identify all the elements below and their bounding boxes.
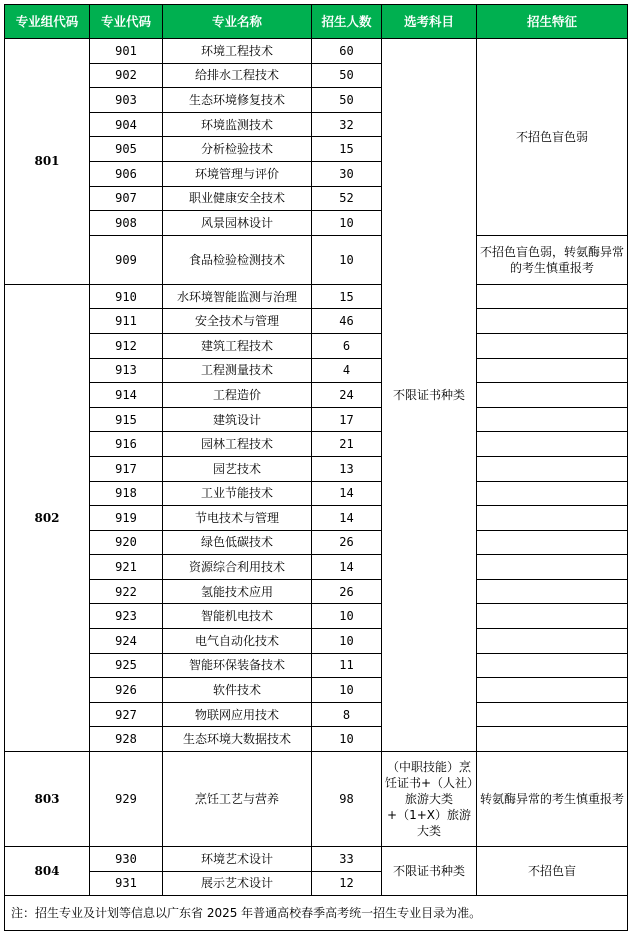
major-name-cell: 软件技术 <box>163 678 312 703</box>
enrollment-cell: 14 <box>312 506 382 531</box>
enrollment-cell: 15 <box>312 284 382 309</box>
enrollment-cell: 4 <box>312 358 382 383</box>
major-code-cell: 923 <box>90 604 163 629</box>
table-row <box>5 752 628 847</box>
features-cell-empty <box>477 678 628 703</box>
enrollment-cell: 13 <box>312 456 382 481</box>
enrollment-cell: 26 <box>312 530 382 555</box>
table-row <box>5 432 628 457</box>
major-code-cell: 924 <box>90 629 163 654</box>
table-row <box>5 847 628 872</box>
major-name-cell: 环境监测技术 <box>163 112 312 137</box>
major-name-cell: 物联网应用技术 <box>163 702 312 727</box>
features-cell: 不招色盲色弱 <box>477 39 628 236</box>
major-code-cell: 901 <box>90 39 163 64</box>
footer-note: 注：招生专业及计划等信息以广东省 2025 年普通高校春季高考统一招生专业目录为准。 <box>5 896 628 931</box>
features-cell: 不招色盲 <box>477 847 628 896</box>
enrollment-cell: 14 <box>312 481 382 506</box>
features-cell-empty <box>477 629 628 654</box>
enrollment-cell: 10 <box>312 604 382 629</box>
features-cell-empty <box>477 309 628 334</box>
enrollment-cell: 8 <box>312 702 382 727</box>
major-code-cell: 910 <box>90 284 163 309</box>
major-code-cell: 926 <box>90 678 163 703</box>
table-row <box>5 284 628 309</box>
subjects-cell: 不限证书种类 <box>382 847 477 896</box>
enrollment-cell: 50 <box>312 63 382 88</box>
major-code-cell: 913 <box>90 358 163 383</box>
table-row <box>5 456 628 481</box>
enrollment-cell: 10 <box>312 678 382 703</box>
enrollment-cell: 33 <box>312 847 382 872</box>
table-row <box>5 358 628 383</box>
header-subjects: 选考科目 <box>382 5 477 39</box>
major-name-cell: 环境艺术设计 <box>163 847 312 872</box>
major-name-cell: 给排水工程技术 <box>163 63 312 88</box>
footer-row <box>5 896 628 931</box>
major-name-cell: 氢能技术应用 <box>163 579 312 604</box>
major-name-cell: 节电技术与管理 <box>163 506 312 531</box>
table-row <box>5 530 628 555</box>
table-row <box>5 481 628 506</box>
group-code-cell: 803 <box>5 752 90 847</box>
major-name-cell: 职业健康安全技术 <box>163 186 312 211</box>
features-cell: 转氨酶异常的考生慎重报考 <box>477 752 628 847</box>
group-code-cell: 804 <box>5 847 90 896</box>
enrollment-cell: 12 <box>312 871 382 896</box>
major-code-cell: 930 <box>90 847 163 872</box>
major-name-cell: 食品检验检测技术 <box>163 235 312 284</box>
major-code-cell: 912 <box>90 333 163 358</box>
enrollment-cell: 98 <box>312 752 382 847</box>
features-cell-empty <box>477 506 628 531</box>
header-major-name: 专业名称 <box>163 5 312 39</box>
features-cell-empty <box>477 702 628 727</box>
major-name-cell: 工业节能技术 <box>163 481 312 506</box>
enrollment-cell: 30 <box>312 161 382 186</box>
major-name-cell: 绿色低碳技术 <box>163 530 312 555</box>
major-name-cell: 智能环保装备技术 <box>163 653 312 678</box>
features-cell-empty <box>477 383 628 408</box>
major-name-cell: 环境管理与评价 <box>163 161 312 186</box>
features-cell-empty <box>477 456 628 481</box>
major-name-cell: 烹饪工艺与营养 <box>163 752 312 847</box>
enrollment-cell: 32 <box>312 112 382 137</box>
table-row <box>5 579 628 604</box>
table-row <box>5 727 628 752</box>
table-header-row <box>5 5 628 39</box>
major-name-cell: 生态环境修复技术 <box>163 88 312 113</box>
major-code-cell: 914 <box>90 383 163 408</box>
major-code-cell: 903 <box>90 88 163 113</box>
major-code-cell: 904 <box>90 112 163 137</box>
enrollment-cell: 6 <box>312 333 382 358</box>
enrollment-cell: 10 <box>312 211 382 236</box>
enrollment-cell: 10 <box>312 727 382 752</box>
major-code-cell: 905 <box>90 137 163 162</box>
major-name-cell: 安全技术与管理 <box>163 309 312 334</box>
table-row <box>5 702 628 727</box>
major-code-cell: 902 <box>90 63 163 88</box>
enrollment-plan-table <box>4 4 628 931</box>
major-code-cell: 906 <box>90 161 163 186</box>
features-cell-empty <box>477 333 628 358</box>
header-features: 招生特征 <box>477 5 628 39</box>
major-code-cell: 919 <box>90 506 163 531</box>
enrollment-cell: 21 <box>312 432 382 457</box>
enrollment-cell: 17 <box>312 407 382 432</box>
features-cell-empty <box>477 432 628 457</box>
major-name-cell: 工程测量技术 <box>163 358 312 383</box>
features-cell-empty <box>477 284 628 309</box>
enrollment-cell: 14 <box>312 555 382 580</box>
features-cell-empty <box>477 604 628 629</box>
major-name-cell: 生态环境大数据技术 <box>163 727 312 752</box>
table-row <box>5 555 628 580</box>
features-cell-empty <box>477 727 628 752</box>
enrollment-cell: 46 <box>312 309 382 334</box>
table-row <box>5 309 628 334</box>
features-cell-empty <box>477 358 628 383</box>
major-code-cell: 909 <box>90 235 163 284</box>
major-code-cell: 929 <box>90 752 163 847</box>
major-name-cell: 园林工程技术 <box>163 432 312 457</box>
enrollment-cell: 26 <box>312 579 382 604</box>
features-cell-empty <box>477 555 628 580</box>
table-row <box>5 604 628 629</box>
major-code-cell: 918 <box>90 481 163 506</box>
major-code-cell: 928 <box>90 727 163 752</box>
major-code-cell: 931 <box>90 871 163 896</box>
enrollment-cell: 60 <box>312 39 382 64</box>
major-name-cell: 资源综合利用技术 <box>163 555 312 580</box>
major-name-cell: 风景园林设计 <box>163 211 312 236</box>
table-row <box>5 653 628 678</box>
major-code-cell: 922 <box>90 579 163 604</box>
enrollment-cell: 24 <box>312 383 382 408</box>
major-code-cell: 911 <box>90 309 163 334</box>
header-group-code: 专业组代码 <box>5 5 90 39</box>
group-code-cell: 802 <box>5 284 90 751</box>
major-name-cell: 智能机电技术 <box>163 604 312 629</box>
table-row <box>5 678 628 703</box>
major-code-cell: 921 <box>90 555 163 580</box>
subjects-cell: （中职技能）烹饪证书+（人社）旅游大类+（1+X）旅游大类 <box>382 752 477 847</box>
major-code-cell: 920 <box>90 530 163 555</box>
enrollment-cell: 52 <box>312 186 382 211</box>
features-cell-empty <box>477 407 628 432</box>
major-name-cell: 展示艺术设计 <box>163 871 312 896</box>
features-cell: 不招色盲色弱，转氨酶异常的考生慎重报考 <box>477 235 628 284</box>
header-major-code: 专业代码 <box>90 5 163 39</box>
major-name-cell: 电气自动化技术 <box>163 629 312 654</box>
features-cell-empty <box>477 530 628 555</box>
major-name-cell: 环境工程技术 <box>163 39 312 64</box>
enrollment-cell: 10 <box>312 629 382 654</box>
enrollment-cell: 10 <box>312 235 382 284</box>
table-row <box>5 629 628 654</box>
features-cell-empty <box>477 653 628 678</box>
major-name-cell: 工程造价 <box>163 383 312 408</box>
major-code-cell: 916 <box>90 432 163 457</box>
group-code-cell: 801 <box>5 39 90 285</box>
major-name-cell: 园艺技术 <box>163 456 312 481</box>
major-name-cell: 建筑工程技术 <box>163 333 312 358</box>
table-row <box>5 39 628 64</box>
enrollment-cell: 50 <box>312 88 382 113</box>
features-cell-empty <box>477 481 628 506</box>
major-code-cell: 915 <box>90 407 163 432</box>
table-row <box>5 235 628 284</box>
major-code-cell: 927 <box>90 702 163 727</box>
table-row <box>5 506 628 531</box>
major-name-cell: 建筑设计 <box>163 407 312 432</box>
major-name-cell: 水环境智能监测与治理 <box>163 284 312 309</box>
major-code-cell: 907 <box>90 186 163 211</box>
table-row <box>5 407 628 432</box>
header-enrollment: 招生人数 <box>312 5 382 39</box>
major-name-cell: 分析检验技术 <box>163 137 312 162</box>
table-row <box>5 383 628 408</box>
enrollment-cell: 11 <box>312 653 382 678</box>
major-code-cell: 917 <box>90 456 163 481</box>
table-row <box>5 333 628 358</box>
enrollment-cell: 15 <box>312 137 382 162</box>
subjects-cell: 不限证书种类 <box>382 39 477 752</box>
features-cell-empty <box>477 579 628 604</box>
major-code-cell: 925 <box>90 653 163 678</box>
major-code-cell: 908 <box>90 211 163 236</box>
